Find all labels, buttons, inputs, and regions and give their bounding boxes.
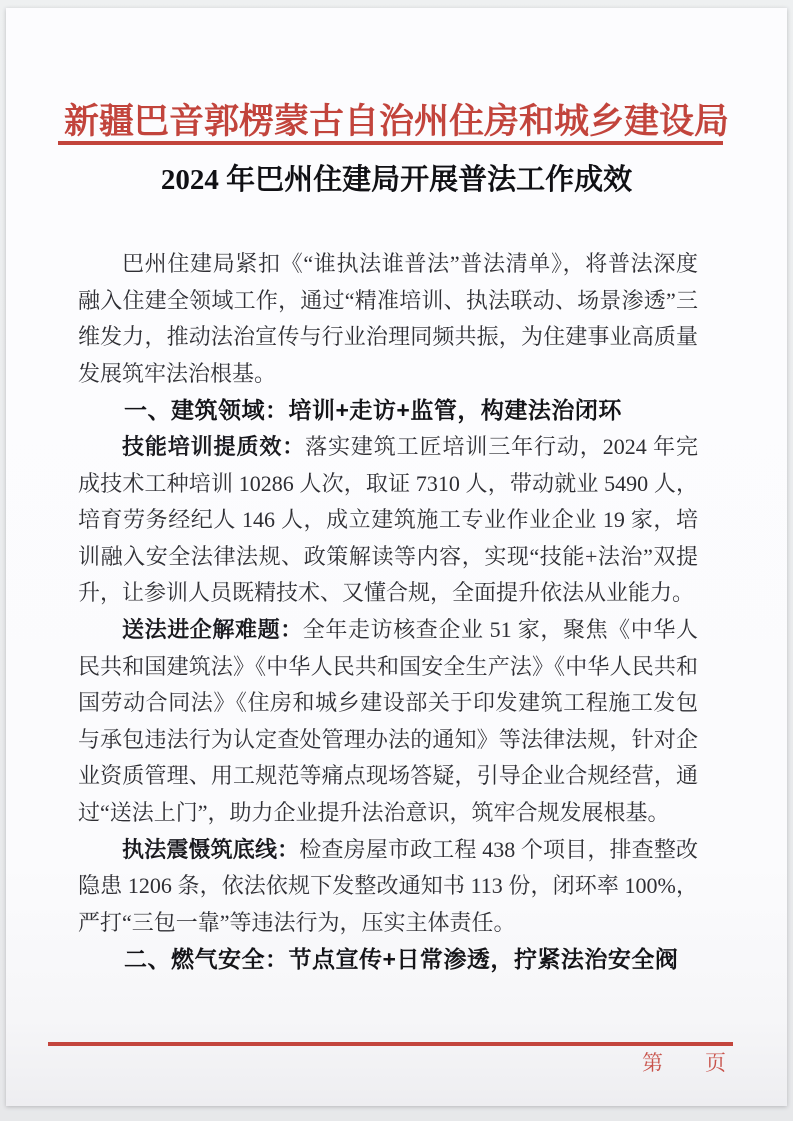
paragraph-text: 巴州住建局紧扣《“谁执法谁普法”普法清单》，将普法深度融入住建全领域工作，通过“精准培训、执法联动、场景渗透”三维发力，推动法治宣传与行业治理同频共振，为住建事业高质量发展筑牢法治根基。 (78, 251, 698, 386)
document-body (78, 246, 698, 978)
paragraph-text: 落实建筑工匠培训三年行动，2024 年完成技术工种培训 10286 人次，取证 7310 人，带动就业 5490 人，培育劳务经纪人 146 人，成立建筑施工专业作业企业 19 家，培训融入安全法律法规、政策解读等内容，实现“技能+法治”双提升，让参训人员既精技术、又懂合规，全面提升依法从业能力。 (78, 433, 698, 606)
paragraph-text: 全年走访核查企业 51 家，聚焦《中华人民共和国建筑法》《中华人民共和国安全生产法》《中华人民共和国劳动合同法》《住房和城乡建设部关于印发建筑工程施工发包与承包违法行为认定查处管理办法的通知》等法律法规，针对企业资质管理、用工规范等痛点现场答疑，引导企业合规经营，通过“送法上门”，助力企业提升法治意识，筑牢合规发展根基。 (78, 616, 698, 825)
paragraph-law-to-enterprises (78, 612, 698, 832)
section-2-heading: 二、燃气安全：节点宣传+日常渗透，拧紧法治安全阀 (124, 946, 679, 973)
org-title-underline (58, 141, 723, 145)
intro-paragraph (78, 246, 698, 392)
paragraph-skills-training (78, 429, 698, 612)
section-1-heading: 一、建筑领域：培训+走访+监管，构建法治闭环 (124, 397, 622, 424)
doc-title: 2024 年巴州住建局开展普法工作成效 (160, 164, 633, 196)
document-page (6, 8, 787, 1106)
org-title: 新疆巴音郭楞蒙古自治州住房和城乡建设局 (63, 102, 729, 141)
paragraph-lead: 执法震慑筑底线： (122, 836, 300, 862)
footer-divider (48, 1042, 733, 1046)
paragraph-enforcement (78, 832, 698, 942)
paragraph-lead: 送法进企解难题： (122, 616, 303, 642)
paragraph-text: 检查房屋市政工程 438 个项目，排查整改隐患 1206 条，依法依规下发整改通知书 113 份，闭环率 100%，严打“三包一靠”等违法行为，压实主体责任。 (78, 836, 698, 935)
paragraph-lead: 技能培训提质效： (122, 433, 306, 459)
page-number-label: 第 页 (642, 1051, 726, 1075)
